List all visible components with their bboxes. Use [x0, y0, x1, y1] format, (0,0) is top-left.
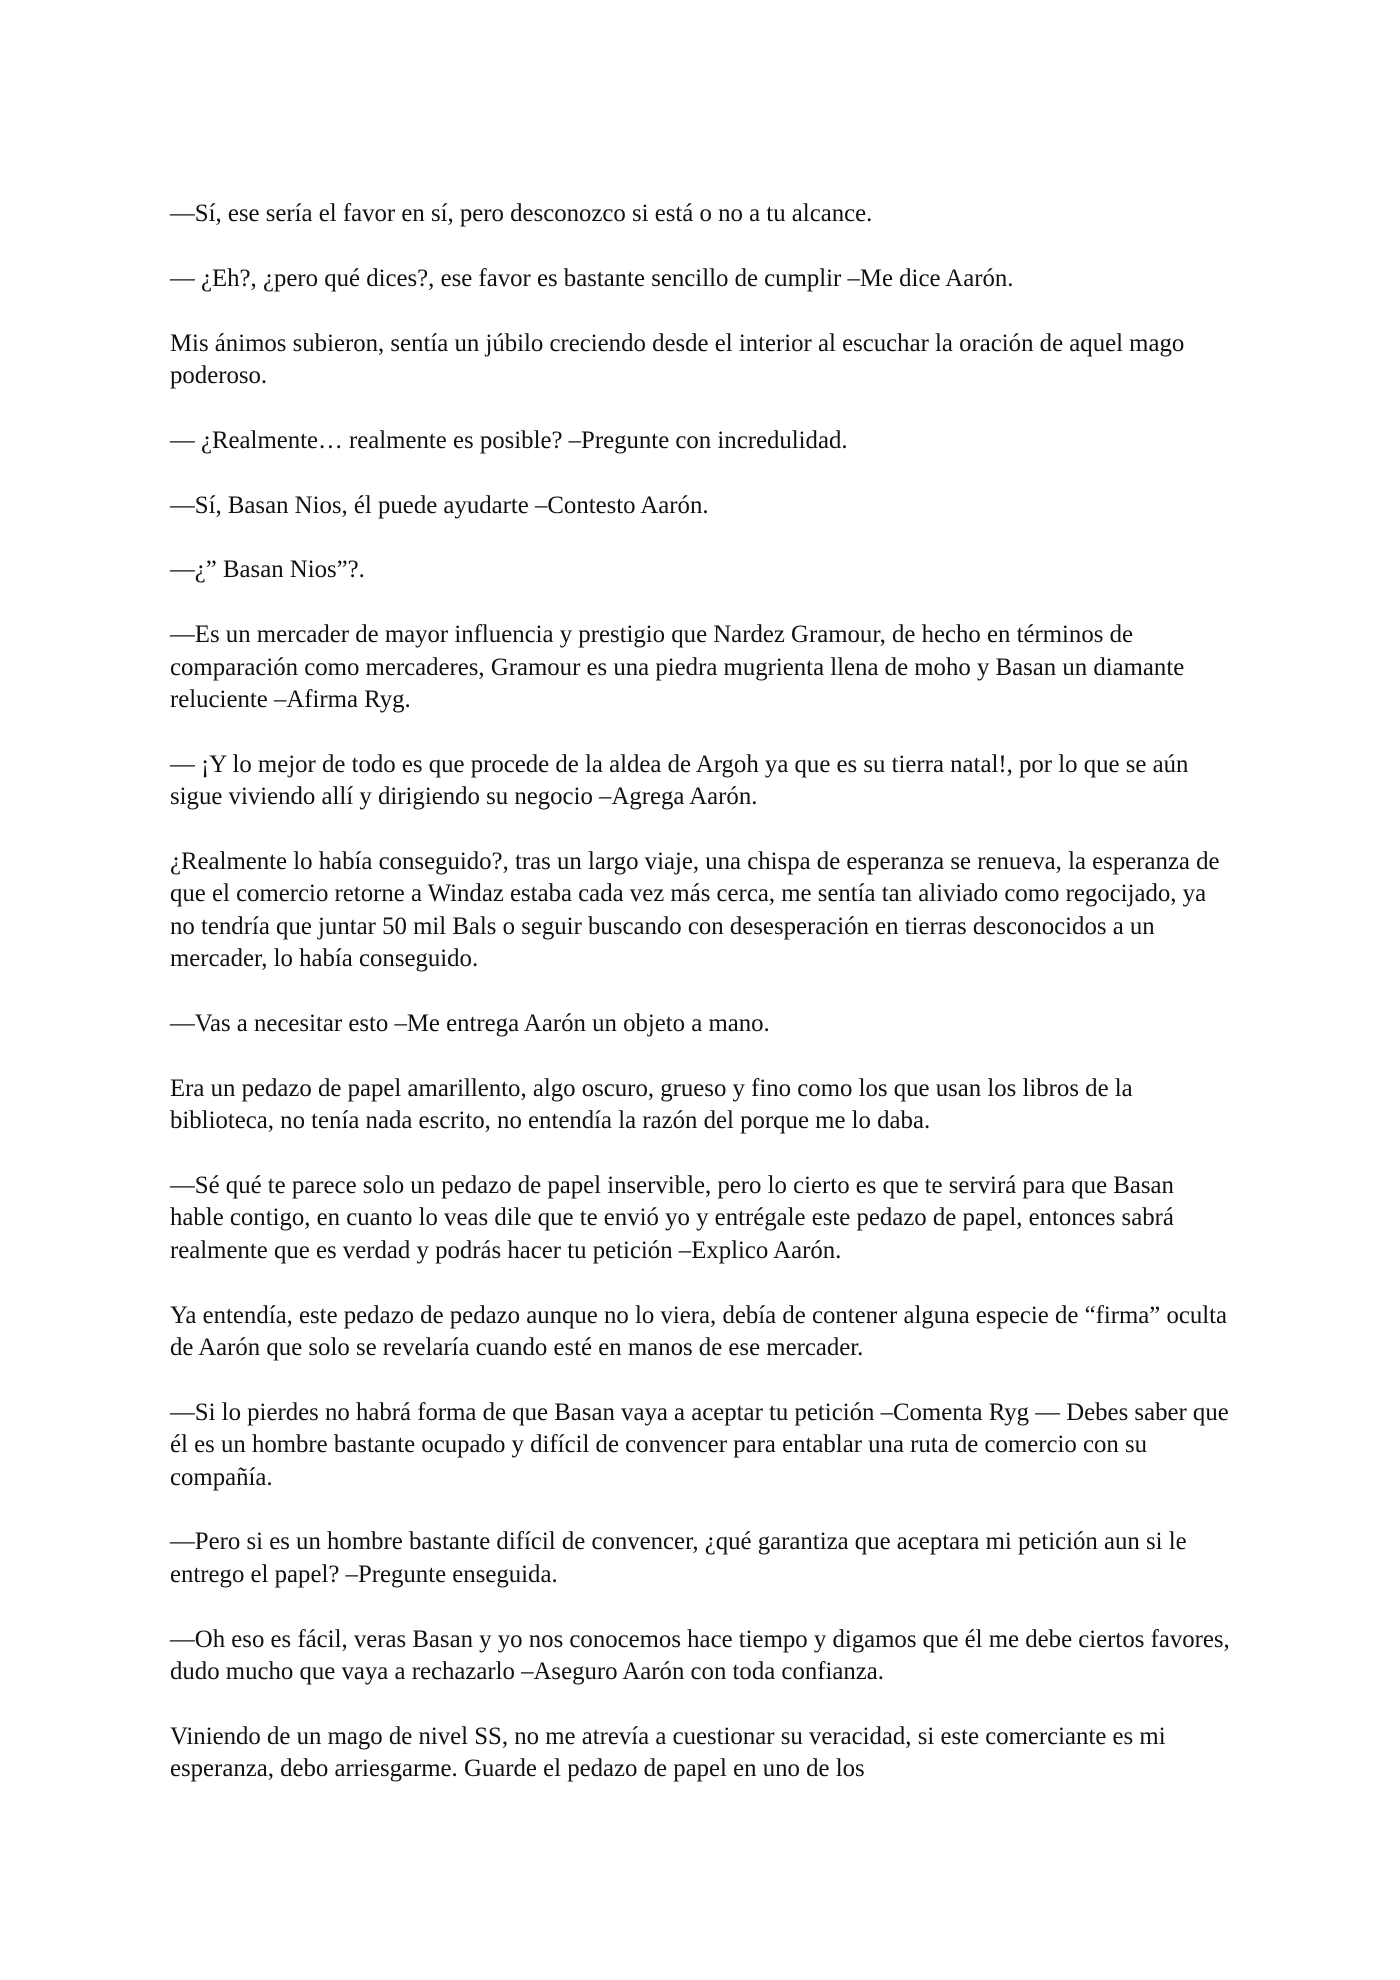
- paragraph: —Pero si es un hombre bastante difícil de convencer, ¿qué garantiza que aceptara mi petición aun si le entrego el papel? –Pregunte enseguida.: [170, 1528, 1187, 1588]
- paragraph: — ¿Eh?, ¿pero qué dices?, ese favor es bastante sencillo de cumplir –Me dice Aarón.: [170, 264, 1014, 292]
- paragraph: —Vas a necesitar esto –Me entrega Aarón un objeto a mano.: [170, 1010, 770, 1038]
- paragraph: —Oh eso es fácil, veras Basan y yo nos conocemos hace tiempo y digamos que él me debe ciertos favores, dudo mucho que vaya a rechazarlo –Aseguro Aarón con toda confianza.: [170, 1625, 1230, 1686]
- paragraph: —Sí, ese sería el favor en sí, pero desconozco si está o no a tu alcance.: [170, 200, 873, 227]
- paragraph: —Si lo pierdes no habrá forma de que Basan vaya a aceptar tu petición –Comenta Ryg — Debes saber que él es un hombre bastante ocupado y difícil de convencer para entablar una ruta de comercio con su compañía.: [170, 1398, 1229, 1491]
- paragraph: Ya entendía, este pedazo de pedazo aunque no lo viera, debía de contener alguna especie de “firma” oculta de Aarón que solo se revelaría cuando esté en manos de ese mercader.: [170, 1301, 1228, 1362]
- paragraph: —Es un mercader de mayor influencia y prestigio que Nardez Gramour, de hecho en términos de comparación como mercaderes, Gramour es una piedra mugrienta llena de moho y Basan un diamante reluciente –Afirma Ryg.: [170, 621, 1185, 713]
- paragraph: ¿Realmente lo había conseguido?, tras un largo viaje, una chispa de esperanza se renueva, la esperanza de que el comercio retorne a Windaz estaba cada vez más cerca, me sentía tan aliviado como regocijado, ya no tendría que juntar 50 mil Bals o seguir buscando con desesperación en tierras desconocidos a un mercader, lo había conseguido.: [170, 848, 1220, 973]
- paragraph: — ¡Y lo mejor de todo es que procede de la aldea de Argoh ya que es su tierra natal!, por lo que se aún sigue viviendo allí y dirigiendo su negocio –Agrega Aarón.: [170, 750, 1189, 811]
- document-body: [170, 198, 1232, 1786]
- paragraph: —Sé qué te parece solo un pedazo de papel inservible, pero lo cierto es que te servirá para que Basan hable contigo, en cuanto lo veas dile que te envió yo y entrégale este pedazo de papel, entonces sabrá realmente que es verdad y podrás hacer tu petición –Explico Aarón.: [170, 1172, 1174, 1264]
- paragraph: — ¿Realmente… realmente es posible? –Pregunte con incredulidad.: [170, 426, 848, 454]
- paragraph: Viniendo de un mago de nivel SS, no me atrevía a cuestionar su veracidad, si este comerciante es mi esperanza, debo arriesgarme. Guarde el pedazo de papel en uno de los: [170, 1722, 1166, 1783]
- paragraph: —Sí, Basan Nios, él puede ayudarte –Contesto Aarón.: [170, 491, 709, 519]
- paragraph: —¿” Basan Nios”?.: [170, 556, 365, 584]
- paragraph: Mis ánimos subieron, sentía un júbilo creciendo desde el interior al escuchar la oración de aquel mago poderoso.: [170, 329, 1185, 389]
- paragraph: Era un pedazo de papel amarillento, algo oscuro, grueso y fino como los que usan los libros de la biblioteca, no tenía nada escrito, no entendía la razón del porque me lo daba.: [170, 1074, 1133, 1135]
